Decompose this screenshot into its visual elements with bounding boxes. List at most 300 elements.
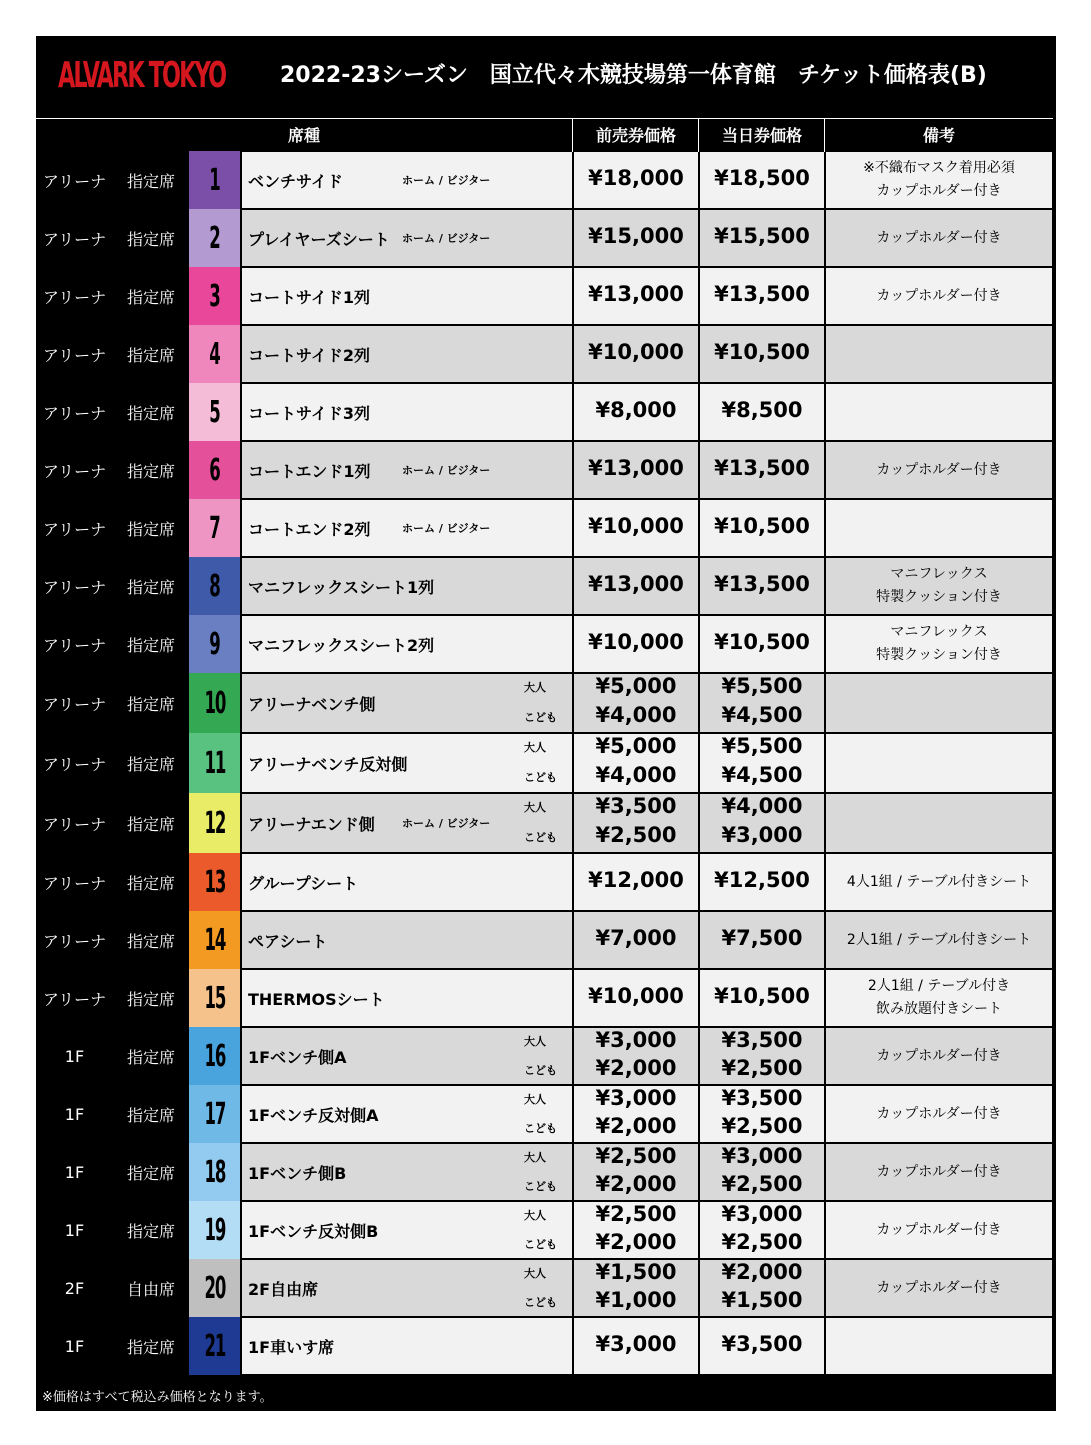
- sameday-price-cell: [698, 442, 824, 498]
- sameday-price-cell: [698, 794, 824, 852]
- presale-price: ¥3,000: [595, 1086, 677, 1110]
- notes-cell: [824, 794, 1052, 852]
- seat-name-cell: [240, 1202, 572, 1258]
- presale-price: ¥12,000: [588, 868, 684, 892]
- seat-number: 1: [209, 162, 220, 198]
- presale-price-cell: [572, 558, 698, 614]
- notes-cell: [824, 854, 1052, 910]
- seat-number-badge: [189, 911, 240, 969]
- note-text: カップホルダー付き: [876, 461, 1002, 478]
- seat-number: 16: [204, 1038, 225, 1074]
- seat-kind-label: 指定席: [126, 754, 175, 774]
- seat-name-cell: [240, 854, 572, 910]
- table-row: [36, 1086, 1056, 1142]
- seat-kind-label: 指定席: [126, 461, 175, 481]
- header: [36, 36, 1056, 116]
- zone-label: 2F: [64, 1278, 85, 1298]
- seat-number: 4: [209, 336, 220, 372]
- sameday-price-cell: [698, 326, 824, 382]
- sameday-price: ¥2,500: [721, 1230, 803, 1254]
- seat-name-cell: [240, 794, 572, 852]
- presale-price: ¥2,000: [595, 1114, 677, 1138]
- note-text: マニフレックス: [890, 566, 988, 582]
- zone-label: 1F: [64, 1336, 85, 1356]
- age-label: こども: [524, 1296, 557, 1309]
- table-row: [36, 500, 1056, 556]
- presale-price: ¥18,000: [588, 166, 684, 190]
- seat-number-badge: [189, 673, 240, 733]
- presale-price-cell: [572, 1318, 698, 1374]
- presale-price-cell: [572, 970, 698, 1026]
- seat-kind-label: 指定席: [126, 694, 175, 714]
- sameday-price: ¥2,000: [721, 1260, 803, 1284]
- presale-price: ¥1,500: [595, 1260, 677, 1284]
- sameday-price: ¥3,000: [721, 1202, 803, 1226]
- note-text: カップホルダー付き: [876, 1279, 1002, 1296]
- seat-number-badge: [189, 557, 240, 615]
- table-row: [36, 558, 1056, 614]
- age-label: こども: [524, 831, 557, 844]
- home-visitor-label: ホーム / ビジター: [402, 522, 491, 535]
- sameday-price: ¥5,500: [721, 674, 803, 698]
- age-label: 大人: [524, 1267, 546, 1280]
- seat-number-badge: [189, 733, 240, 793]
- notes-cell: [824, 1144, 1052, 1200]
- sameday-price: ¥2,500: [721, 1114, 803, 1138]
- seat-number: 19: [204, 1212, 225, 1248]
- presale-price-cell: [572, 1202, 698, 1258]
- table-row: [36, 1144, 1056, 1200]
- column-header: [36, 118, 1056, 154]
- age-label: 大人: [524, 681, 546, 694]
- sameday-price: ¥1,500: [721, 1288, 803, 1312]
- table-row: [36, 326, 1056, 382]
- seat-kind-label: 指定席: [126, 873, 175, 893]
- seat-name-cell: [240, 326, 572, 382]
- seat-kind-label: 指定席: [126, 635, 175, 655]
- presale-price-cell: [572, 442, 698, 498]
- note-text: 2人1組 / テーブル付きシート: [846, 931, 1032, 948]
- notes-cell: [824, 1260, 1052, 1316]
- seat-kind-label: 指定席: [126, 931, 175, 951]
- seat-name: コートエンド2列: [248, 520, 371, 539]
- note-text: 飲み放題付きシート: [876, 1001, 1002, 1017]
- table-row: [36, 1260, 1056, 1316]
- col-seat: 席種: [36, 118, 572, 153]
- seat-name: 2F自由席: [248, 1280, 319, 1299]
- presale-price-cell: [572, 210, 698, 266]
- seat-number: 18: [204, 1154, 225, 1190]
- presale-price: ¥2,000: [595, 1172, 677, 1196]
- seat-name: マニフレックスシート1列: [248, 578, 435, 597]
- zone-label: アリーナ: [42, 345, 107, 365]
- presale-price: ¥2,000: [595, 1056, 677, 1080]
- table-row: [36, 674, 1056, 732]
- team-logo: ALVARK TOKYO: [58, 55, 226, 96]
- seat-name-cell: [240, 912, 572, 968]
- seat-number-badge: [189, 267, 240, 325]
- seat-kind-label: 指定席: [126, 989, 175, 1009]
- presale-price-cell: [572, 1028, 698, 1084]
- seat-name: プレイヤーズシート: [248, 230, 390, 249]
- sameday-price-cell: [698, 500, 824, 556]
- seat-name-cell: [240, 210, 572, 266]
- seat-name-cell: [240, 616, 572, 672]
- seat-number: 17: [204, 1096, 225, 1132]
- presale-price-cell: [572, 912, 698, 968]
- presale-price-cell: [572, 1086, 698, 1142]
- seat-number-badge: [189, 1143, 240, 1201]
- notes-cell: [824, 1086, 1052, 1142]
- sameday-price: ¥3,000: [721, 823, 803, 847]
- presale-price-cell: [572, 1260, 698, 1316]
- seat-name-cell: [240, 1260, 572, 1316]
- zone-label: 1F: [64, 1162, 85, 1182]
- notes-cell: [824, 152, 1052, 208]
- presale-price-cell: [572, 384, 698, 440]
- sameday-price-cell: [698, 384, 824, 440]
- zone-label: アリーナ: [42, 635, 107, 655]
- seat-number: 14: [204, 922, 225, 958]
- sameday-price-cell: [698, 210, 824, 266]
- seat-name: コートエンド1列: [248, 462, 371, 481]
- zone-label: アリーナ: [42, 931, 107, 951]
- seat-number-badge: [189, 325, 240, 383]
- home-visitor-label: ホーム / ビジター: [402, 817, 491, 830]
- sameday-price: ¥3,500: [721, 1028, 803, 1052]
- sameday-price: ¥7,500: [721, 926, 803, 950]
- sameday-price-cell: [698, 674, 824, 732]
- seat-name: アリーナエンド側: [248, 815, 375, 834]
- sameday-price-cell: [698, 1028, 824, 1084]
- presale-price-cell: [572, 616, 698, 672]
- seat-name-cell: [240, 1318, 572, 1374]
- sameday-price-cell: [698, 1202, 824, 1258]
- sameday-price-cell: [698, 1144, 824, 1200]
- table-row: [36, 912, 1056, 968]
- sameday-price-cell: [698, 152, 824, 208]
- sameday-price: ¥15,500: [714, 224, 810, 248]
- footer-note: ※価格はすべて税込み価格となります。: [42, 1390, 273, 1405]
- seat-number: 5: [209, 394, 220, 430]
- seat-name-cell: [240, 500, 572, 556]
- table-row: [36, 384, 1056, 440]
- presale-price: ¥2,500: [595, 1144, 677, 1168]
- seat-name: マニフレックスシート2列: [248, 636, 435, 655]
- home-visitor-label: ホーム / ビジター: [402, 232, 491, 245]
- seat-number: 2: [209, 220, 220, 256]
- seat-number-badge: [189, 1259, 240, 1317]
- sameday-price: ¥13,500: [714, 572, 810, 596]
- seat-name: 1Fベンチ側B: [248, 1164, 347, 1183]
- seat-kind-label: 指定席: [126, 171, 175, 191]
- seat-name: グループシート: [248, 874, 359, 893]
- table-row: [36, 794, 1056, 852]
- zone-label: アリーナ: [42, 229, 107, 249]
- seat-kind-label: 指定席: [126, 577, 175, 597]
- seat-number-badge: [189, 441, 240, 499]
- sameday-price: ¥4,500: [721, 763, 803, 787]
- sameday-price: ¥2,500: [721, 1056, 803, 1080]
- sameday-price: ¥13,500: [714, 456, 810, 480]
- presale-price: ¥10,000: [588, 514, 684, 538]
- note-text: カップホルダー付き: [876, 229, 1002, 246]
- sameday-price: ¥10,500: [714, 340, 810, 364]
- table-row: [36, 734, 1056, 792]
- seat-number: 15: [204, 980, 225, 1016]
- sameday-price: ¥4,000: [721, 794, 803, 818]
- sameday-price: ¥18,500: [714, 166, 810, 190]
- seat-number-badge: [189, 209, 240, 267]
- presale-price-cell: [572, 1144, 698, 1200]
- seat-kind-label: 自由席: [126, 1279, 175, 1299]
- notes-cell: [824, 1202, 1052, 1258]
- zone-label: 1F: [64, 1104, 85, 1124]
- zone-label: アリーナ: [42, 287, 107, 307]
- zone-label: アリーナ: [42, 873, 107, 893]
- seat-name-cell: [240, 1144, 572, 1200]
- table-row: [36, 1318, 1056, 1374]
- note-text: カップホルダー付き: [876, 1105, 1002, 1122]
- note-text: 特製クッション付き: [876, 589, 1002, 605]
- sameday-price-cell: [698, 1260, 824, 1316]
- sameday-price-cell: [698, 970, 824, 1026]
- seat-number: 7: [209, 510, 220, 546]
- sameday-price: ¥4,500: [721, 703, 803, 727]
- seat-name-cell: [240, 384, 572, 440]
- sameday-price-cell: [698, 854, 824, 910]
- presale-price-cell: [572, 268, 698, 324]
- presale-price: ¥3,000: [595, 1028, 677, 1052]
- seat-number: 13: [204, 864, 225, 900]
- note-text: 特製クッション付き: [876, 647, 1002, 663]
- col-presale: 前売券価格: [572, 118, 699, 153]
- notes-cell: [824, 268, 1052, 324]
- seat-name: 1Fベンチ反対側A: [248, 1106, 379, 1125]
- seat-number-badge: [189, 793, 240, 853]
- zone-label: アリーナ: [42, 814, 107, 834]
- note-text: カップホルダー付き: [876, 1163, 1002, 1180]
- seat-name-cell: [240, 268, 572, 324]
- presale-price-cell: [572, 152, 698, 208]
- presale-price-cell: [572, 674, 698, 732]
- seat-name-cell: [240, 674, 572, 732]
- note-text: カップホルダー付き: [876, 183, 1002, 199]
- sameday-price: ¥12,500: [714, 868, 810, 892]
- seat-name: コートサイド1列: [248, 288, 371, 307]
- note-text: 2人1組 / テーブル付き: [867, 978, 1011, 994]
- home-visitor-label: ホーム / ビジター: [402, 464, 491, 477]
- sameday-price: ¥10,500: [714, 630, 810, 654]
- sameday-price-cell: [698, 558, 824, 614]
- seat-number: 9: [209, 626, 220, 662]
- sameday-price: ¥13,500: [714, 282, 810, 306]
- seat-name: コートサイド3列: [248, 404, 371, 423]
- seat-kind-label: 指定席: [126, 1337, 175, 1357]
- presale-price: ¥10,000: [588, 630, 684, 654]
- notes-cell: [824, 970, 1052, 1026]
- sameday-price-cell: [698, 734, 824, 792]
- presale-price: ¥5,000: [595, 734, 677, 758]
- table-row: [36, 1202, 1056, 1258]
- seat-number-badge: [189, 1085, 240, 1143]
- zone-label: 1F: [64, 1046, 85, 1066]
- presale-price: ¥13,000: [588, 456, 684, 480]
- seat-number: 21: [204, 1328, 225, 1364]
- sameday-price: ¥10,500: [714, 984, 810, 1008]
- zone-label: アリーナ: [42, 989, 107, 1009]
- age-label: こども: [524, 1064, 557, 1077]
- table-row: [36, 1028, 1056, 1084]
- notes-cell: [824, 326, 1052, 382]
- seat-kind-label: 指定席: [126, 287, 175, 307]
- note-text: カップホルダー付き: [876, 1047, 1002, 1064]
- notes-cell: [824, 558, 1052, 614]
- age-label: こども: [524, 711, 557, 724]
- age-label: 大人: [524, 1151, 546, 1164]
- sameday-price: ¥10,500: [714, 514, 810, 538]
- seat-name-cell: [240, 152, 572, 208]
- note-text: カップホルダー付き: [876, 287, 1002, 304]
- presale-price: ¥5,000: [595, 674, 677, 698]
- home-visitor-label: ホーム / ビジター: [402, 174, 491, 187]
- seat-name-cell: [240, 1028, 572, 1084]
- presale-price: ¥10,000: [588, 340, 684, 364]
- sameday-price: ¥3,500: [721, 1332, 803, 1356]
- price-sheet: [36, 36, 1056, 1411]
- seat-name-cell: [240, 442, 572, 498]
- presale-price-cell: [572, 500, 698, 556]
- notes-cell: [824, 734, 1052, 792]
- sameday-price: ¥3,000: [721, 1144, 803, 1168]
- seat-number-badge: [189, 1317, 240, 1375]
- page-title: 2022-23シーズン 国立代々木競技場第一体育館 チケット価格表(B): [280, 63, 987, 88]
- age-label: 大人: [524, 1035, 546, 1048]
- seat-number-badge: [189, 853, 240, 911]
- notes-cell: [824, 210, 1052, 266]
- seat-name: ベンチサイド: [248, 172, 343, 191]
- table-row: [36, 152, 1056, 208]
- seat-number: 10: [204, 685, 225, 721]
- col-sameday: 当日券価格: [698, 118, 825, 153]
- presale-price: ¥7,000: [595, 926, 677, 950]
- notes-cell: [824, 674, 1052, 732]
- seat-name: THERMOSシート: [248, 990, 385, 1009]
- seat-number-badge: [189, 615, 240, 673]
- table-row: [36, 442, 1056, 498]
- presale-price: ¥10,000: [588, 984, 684, 1008]
- age-label: こども: [524, 1122, 557, 1135]
- sameday-price-cell: [698, 268, 824, 324]
- table-row: [36, 616, 1056, 672]
- age-label: 大人: [524, 1093, 546, 1106]
- seat-name: 1F車いす席: [248, 1338, 335, 1357]
- zone-label: アリーナ: [42, 754, 107, 774]
- notes-cell: [824, 500, 1052, 556]
- presale-price: ¥2,500: [595, 823, 677, 847]
- presale-price-cell: [572, 794, 698, 852]
- zone-label: アリーナ: [42, 577, 107, 597]
- notes-cell: [824, 912, 1052, 968]
- seat-name: アリーナベンチ側: [248, 695, 376, 714]
- age-label: 大人: [524, 801, 546, 814]
- seat-name-cell: [240, 970, 572, 1026]
- seat-name: ペアシート: [248, 932, 328, 951]
- presale-price-cell: [572, 734, 698, 792]
- seat-kind-label: 指定席: [126, 1105, 175, 1125]
- seat-number-badge: [189, 1027, 240, 1085]
- seat-number-badge: [189, 1201, 240, 1259]
- col-notes: 備考: [824, 118, 1053, 153]
- seat-kind-label: 指定席: [126, 519, 175, 539]
- seat-number: 6: [209, 452, 220, 488]
- zone-label: アリーナ: [42, 171, 107, 191]
- seat-number-badge: [189, 383, 240, 441]
- age-label: こども: [524, 771, 557, 784]
- presale-price: ¥13,000: [588, 572, 684, 596]
- seat-name: コートサイド2列: [248, 346, 371, 365]
- presale-price: ¥3,500: [595, 794, 677, 818]
- presale-price: ¥13,000: [588, 282, 684, 306]
- note-text: カップホルダー付き: [876, 1221, 1002, 1238]
- seat-kind-label: 指定席: [126, 229, 175, 249]
- seat-name: アリーナベンチ反対側: [248, 755, 408, 774]
- sameday-price-cell: [698, 616, 824, 672]
- sameday-price: ¥5,500: [721, 734, 803, 758]
- seat-kind-label: 指定席: [126, 1163, 175, 1183]
- notes-cell: [824, 384, 1052, 440]
- note-text: マニフレックス: [890, 624, 988, 640]
- seat-name: 1Fベンチ側A: [248, 1048, 347, 1067]
- presale-price: ¥2,000: [595, 1230, 677, 1254]
- notes-cell: [824, 442, 1052, 498]
- seat-name-cell: [240, 558, 572, 614]
- presale-price: ¥2,500: [595, 1202, 677, 1226]
- presale-price: ¥15,000: [588, 224, 684, 248]
- seat-number: 8: [209, 568, 220, 604]
- presale-price: ¥1,000: [595, 1288, 677, 1312]
- age-label: 大人: [524, 1209, 546, 1222]
- sameday-price-cell: [698, 1086, 824, 1142]
- seat-number: 20: [204, 1270, 225, 1306]
- sameday-price: ¥8,500: [721, 398, 803, 422]
- notes-cell: [824, 1028, 1052, 1084]
- presale-price-cell: [572, 854, 698, 910]
- presale-price: ¥4,000: [595, 703, 677, 727]
- seat-kind-label: 指定席: [126, 814, 175, 834]
- sameday-price: ¥3,500: [721, 1086, 803, 1110]
- seat-number-badge: [189, 969, 240, 1027]
- zone-label: 1F: [64, 1220, 85, 1240]
- zone-label: アリーナ: [42, 403, 107, 423]
- seat-name-cell: [240, 1086, 572, 1142]
- sameday-price-cell: [698, 1318, 824, 1374]
- presale-price-cell: [572, 326, 698, 382]
- seat-kind-label: 指定席: [126, 1047, 175, 1067]
- table-row: [36, 854, 1056, 910]
- age-label: こども: [524, 1238, 557, 1251]
- zone-label: アリーナ: [42, 694, 107, 714]
- note-text: 4人1組 / テーブル付きシート: [846, 873, 1032, 890]
- zone-label: アリーナ: [42, 519, 107, 539]
- sameday-price: ¥2,500: [721, 1172, 803, 1196]
- seat-number: 11: [204, 745, 225, 781]
- age-label: こども: [524, 1180, 557, 1193]
- presale-price: ¥4,000: [595, 763, 677, 787]
- seat-number-badge: [189, 499, 240, 557]
- table-row: [36, 268, 1056, 324]
- presale-price: ¥8,000: [595, 398, 677, 422]
